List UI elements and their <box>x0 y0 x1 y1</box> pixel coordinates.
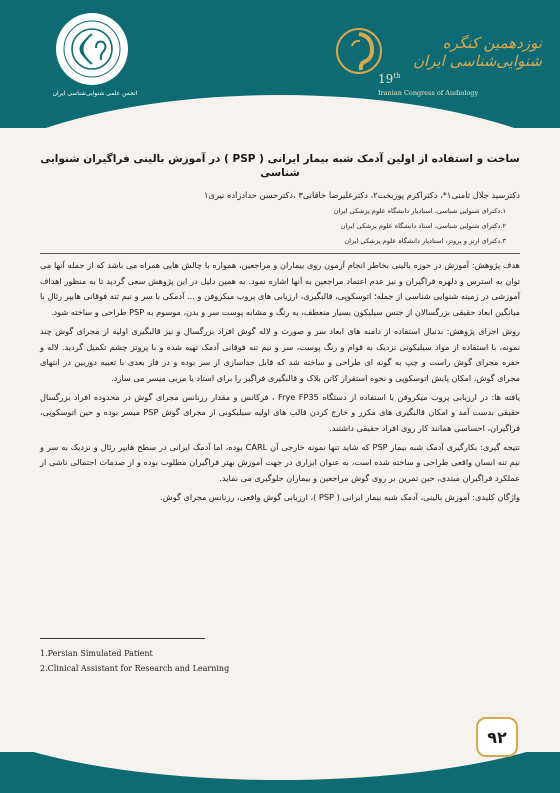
footnote-1: 1.Persian Simulated Patient <box>40 649 153 658</box>
congress-number-value: 19 <box>378 72 394 86</box>
affiliation-1: ۱.دکترای شنوایی شناسی، استادیار دانشگاه علوم پزشکی ایران <box>333 207 506 215</box>
results-paragraph: یافته ها: در ارزیابی پروب میکروفن با استفاده از دستگاه Frye FP35 ، فرکانس و مقدار رزنانس مجرای گوش در محدوده افراد بزرگسال حقیقی بدست آمد و امکان قالبگیری های مکرر و خارج کردن قالب های اولیه سیلیکونی از مجرای گوش PSP میسر بوده و حین اتوسکوپی، فراگیران، احساسی همانند کار روی افراد حقیقی داشتند. <box>40 391 520 434</box>
keywords-paragraph: واژگان کلیدی: آموزش بالینی، آدمک شبه بیمار ایرانی ( PSP )، ارزیابی گوش واقعی، رزنانس مجرای گوش. <box>160 491 520 502</box>
method-paragraph: روش اجرای پژوهش: بدنبال استفاده از دامنه های ابعاد سر و صورت و لاله گوش افراد بزرگسال و نیز قالبگیری اولیه از مجرای گوش چند نمونه، با استفاده از مواد سیلیکونی نزدیک به قوام و رنگ پوست، سر و نیم تنه فوقانی آدمک تهیه شده و با پروتز چشم تکمیل گردید. لاله و حفره مجرای گوش راست و چپ به گونه ای طراحی و ساخته شد که قابل جداسازی از سر بوده و در فاز بعدی با تعبیه دوربین در انتهای مجرای گوش، امکان پایش اتوسکوپی و نحوه استقرار کاتن بلاک و قالبگیری فراگیر را برای استاد یا مربی میسر می سازد. <box>40 325 520 383</box>
page-number-badge <box>476 717 518 757</box>
society-caption: انجمن علمی شنوایی‌شناسی ایران <box>52 90 138 97</box>
section-divider <box>40 253 520 254</box>
affiliation-3: ۳.دکترای ارتز و پروتز، استادیار دانشگاه علوم پزشکی ایران <box>344 237 506 245</box>
footnotes <box>40 646 340 676</box>
header-curve <box>0 95 560 128</box>
footnote-rule <box>40 638 205 639</box>
objective-paragraph: هدف پژوهش: آموزش در حوزه بالینی بخاطر انجام آزمون روی بیماران و مراجعین، همواره با چالش هایی همراه می باشد که از جمله آنها می توان به استرس و دلهره فراگیران و نیز عدم اعتماد مراجعین به آنها اشاره نمود. به همین دلیل در این پژوهش سعی گردید تا به منظور اهداف آموزشی در زمینه شنوایی شناسی از جمله؛ اتوسکوپی، قالبگیری، ارزیابی های پروب میکروفن و ... آدمکی با سر و نیم تنه فوقانی هایپر رئال با میانگین ابعاد حقیقی بزرگسالان از جنس سیلیکون بسیار منعطف، به رنگ و مشابه پوست سر و بدن، موسوم به PSP طراحی و ساخته شود. <box>40 260 520 318</box>
conclusion-paragraph: نتیجه گیری: بکارگیری آدمک شبه بیمار PSP که شاید تنها نمونه خارجی آن CARL بوده، اما آدمک ایرانی در سطح هایپر رئال و نزدیک به سر و نیم تنه انسان واقعی طراحی و ساخته شده است، به عنوان ابزاری در جهت آموزش بهتر فراگیران مطلوب بوده و از صدمات احتمالی ناشی از عملکرد فراگیران مبتدی، حین تمرین بر روی گوش مراجعین و بیماران جلوگیری می نماید. <box>40 441 520 484</box>
congress-logo <box>334 26 384 76</box>
article-body <box>40 152 520 509</box>
society-logo <box>55 12 129 86</box>
page-number: ۹۲ <box>487 727 507 747</box>
affiliation-2: ۲.دکترای شنوایی شناسی، استاد دانشگاه علوم پزشکی ایران <box>340 222 506 230</box>
congress-title: نوزدهمین کنگره شنوایی‌شناسی ایران <box>413 34 542 70</box>
congress-number-suffix: th <box>393 72 401 80</box>
congress-english-name: Iranian Congress of Audiology <box>378 89 479 97</box>
page-header <box>0 0 560 128</box>
article-title: ساخت و استفاده از اولین آدمک شبه بیمار ایرانی ( PSP ) در آموزش بالینی فراگیران شنوایی شناسی <box>40 153 520 179</box>
congress-number <box>378 72 401 86</box>
footnote-2: 2.Clinical Assistant for Research and Learning <box>40 664 230 673</box>
article-authors: دکترسید جلال ثامنی۱*، دکتراکرم پوربخت۲، دکترعلیرضا خاقانی۳ ،دکترحسن حدادزاده نیری۱ <box>203 190 520 200</box>
